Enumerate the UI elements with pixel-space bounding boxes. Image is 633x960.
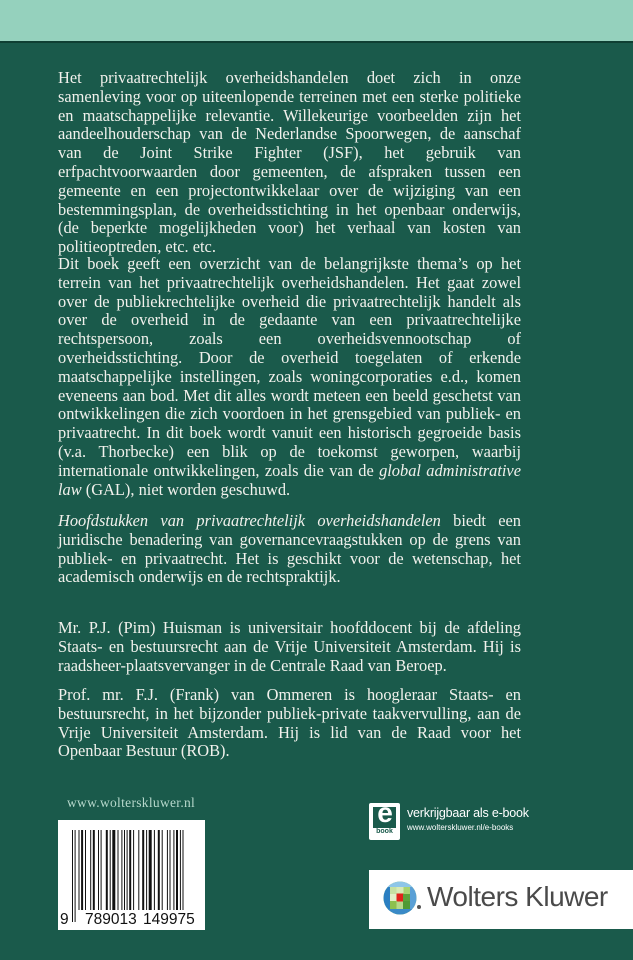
- blurb-paragraph-3: [58, 512, 521, 587]
- barcode-bar: [167, 830, 168, 910]
- blurb-italic-term: global administrative law: [58, 460, 521, 499]
- blurb-text-part: Dit boek geeft een overzicht van de belangrijkste thema’s op het terrein van het privaatrechtelijk overheidshandelen. Het gaat zowel over de publiekrechtelijke overheid die privaatrechtelijk handelt als over de overheid in de gedaante van een privaatrechtelijke rechtspersoon, zoals een overheidsvennootschap of overheidsstichting. Door de overheid toegelaten of erkende maatschappelijke instellingen, zoals woningcorporaties e.d., komen eveneens aan bod. Met dit alles wordt meteen een beeld geschetst van ontwikkelingen die zich voordoen in het grensgebied van publiek- en privaatrecht. In dit boek wordt vanuit een historisch gegroeide basis (v.a. Thorbecke) een blik op de toekomst geworpen, waarbij internationale ontwikkelingen, zoals die van de: [58, 254, 521, 480]
- ebook-availability[interactable]: [369, 797, 609, 841]
- author-bio-text: Prof. mr. F.J. (Frank) van Ommeren is hoogleraar Staats- en bestuursrecht, in het bijzonder publiek-private taakvervulling, aan de Vrije Universiteit Amsterdam. Hij is lid van de Raad voor het Openbaar Bestuur (ROB).: [58, 685, 521, 761]
- barcode-bar: [129, 830, 131, 910]
- barcode-bar: [98, 830, 99, 910]
- barcode-bar: [110, 830, 111, 910]
- barcode-bar: [133, 830, 134, 910]
- barcode-bar: [180, 830, 181, 922]
- isbn-group-2: 149975: [143, 911, 195, 928]
- barcode-bar: [124, 830, 125, 910]
- barcode-bar: [121, 830, 122, 910]
- barcode-bar: [112, 830, 115, 910]
- barcode-bar: [154, 830, 155, 910]
- barcode-bar: [101, 830, 102, 910]
- barcode-bar: [93, 830, 95, 910]
- blurb-text-part: biedt een juridische benadering van governancevraagstukken op de grens van publiek- en privaatrecht. Het is geschikt voor de wetenschap, het academisch onderwijs en de rechtspraktijk.: [58, 511, 521, 587]
- barcode-bar: [158, 830, 160, 910]
- barcode-bar: [85, 830, 86, 910]
- barcode-bar: [149, 830, 152, 910]
- publisher-website[interactable]: www.wolterskluwer.nl: [67, 795, 196, 810]
- publisher-name: Wolters Kluwer: [427, 881, 608, 912]
- isbn-first-digit: 9: [60, 911, 69, 928]
- isbn-barcode: [58, 820, 205, 930]
- barcode-bar: [146, 830, 147, 910]
- blurb-paragraph-2: [58, 255, 521, 499]
- barcode-bars: [72, 830, 196, 922]
- book-title-italic: Hoofdstukken van privaatrechtelijk overheidshandelen: [58, 511, 441, 530]
- author-bio-van-ommeren: [58, 686, 521, 761]
- barcode-bar: [75, 830, 76, 922]
- wolters-kluwer-logo-icon: [383, 881, 417, 915]
- barcode-bar: [81, 830, 83, 910]
- ebook-url[interactable]: www.wolterskluwer.nl/e-books: [407, 823, 514, 832]
- logo-registered-dot: [417, 905, 421, 909]
- barcode-bar: [127, 830, 128, 910]
- barcode-bar: [142, 830, 144, 910]
- publisher-logo-box: [369, 870, 633, 929]
- barcode-bar: [118, 830, 119, 910]
- author-bio-text: Mr. P.J. (Pim) Huisman is universitair hoofddocent bij de afdeling Staats- en bestuursrecht aan de Vrije Universiteit Amsterdam. Hij is raadsheer-plaatsvervanger in de Centrale Raad van Beroep.: [58, 618, 521, 675]
- ebook-title: verkrijgbaar als e-book: [407, 806, 529, 820]
- ebook-icon-tag: book: [373, 828, 396, 836]
- barcode-bar: [72, 830, 73, 922]
- isbn-digits: [60, 910, 205, 930]
- barcode-bar: [79, 830, 80, 910]
- blurb-paragraph-1: [58, 69, 521, 257]
- ebook-icon: [369, 797, 400, 840]
- blurb-text: Het privaatrechtelijk overheidshandelen doet zich in onze samenleving voor op uiteenlopende terreinen met een sterke politieke en maatschappelijke relevantie. Willekeurige voorbeelden zijn het aandeelhouderschap van de Nederlandse Spoorwegen, de aanschaf van de Joint Strike Fighter (JSF), het gebruik van erfpachtvoorwaarden door gemeenten, de afspraken tussen een gemeente en een projectontwikkelaar over de wijziging van een bestemmingsplan, de overheidsstichting in het openbaar onderwijs, (de beperkte mogelijkheden voor) het verhaal van kosten van politieoptreden, etc. etc.: [58, 68, 521, 257]
- barcode-bar: [173, 830, 174, 910]
- author-bio-huisman: [58, 619, 521, 675]
- barcode-bar: [138, 830, 139, 910]
- barcode-bar: [170, 830, 171, 910]
- top-color-band: [0, 0, 633, 41]
- ebook-icon-letter: e: [377, 797, 393, 828]
- isbn-group-1: 789013: [85, 911, 137, 928]
- blurb-text: [58, 512, 521, 587]
- barcode-bar: [183, 830, 184, 922]
- barcode-bar: [106, 830, 108, 910]
- barcode-bar: [162, 830, 163, 910]
- barcode-bar: [90, 830, 91, 910]
- barcode-bar: [176, 830, 178, 910]
- blurb-text: [58, 255, 521, 499]
- blurb-text-part: (GAL), niet worden geschuwd.: [81, 479, 291, 499]
